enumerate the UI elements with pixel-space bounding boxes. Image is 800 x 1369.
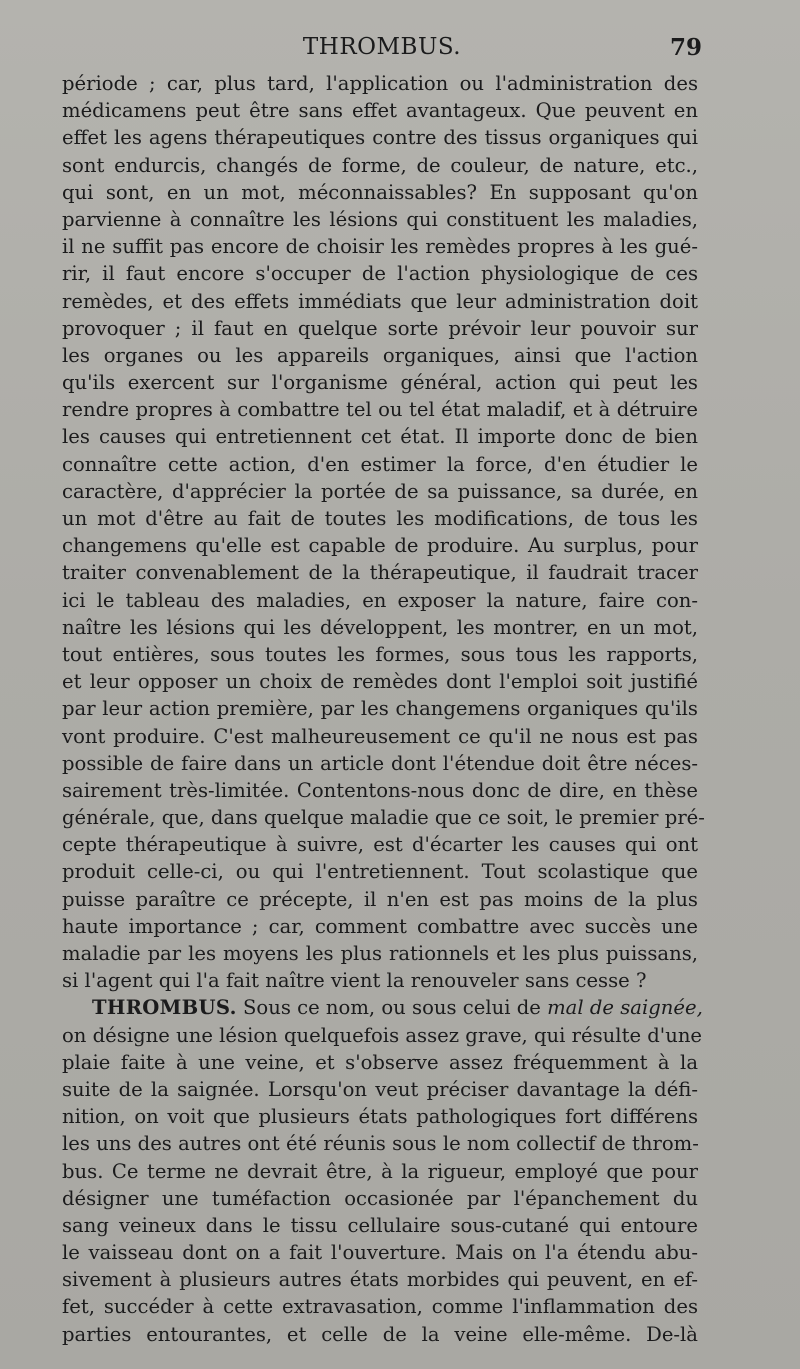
text-line: on désigne une lésion quelquefois assez grave, qui résulte d'une <box>62 1023 703 1047</box>
text-line: cepte thérapeutique à suivre, est d'écarter les causes qui ont <box>62 833 698 857</box>
text-line: bus. Ce terme ne devrait être, à la rigueur, employé que pour <box>62 1159 698 1183</box>
text-line: rendre propres à combattre tel ou tel état maladif, et à détruire <box>62 398 698 422</box>
text-line: suite de la saignée. Lorsqu'on veut préciser davantage la défi- <box>62 1077 698 1101</box>
text-line: caractère, d'apprécier la portée de sa puissance, sa durée, en <box>62 479 698 503</box>
text-line: par leur action première, par les changemens organiques qu'ils <box>62 697 698 721</box>
text-line: naître les lésions qui les développent, les montrer, en un mot, <box>62 615 698 639</box>
text-line: médicamens peut être sans effet avantageux. Que peuvent en <box>62 99 698 123</box>
text-line: parvienne à connaître les lésions qui constituent les maladies, <box>62 207 698 231</box>
text-line: les uns des autres ont été réunis sous le nom collectif de throm- <box>62 1132 699 1156</box>
text-line: nition, on voit que plusieurs états pathologiques fort différens <box>62 1105 698 1129</box>
text-line: ici le tableau des maladies, en exposer la nature, faire con- <box>62 588 698 612</box>
text-line: tout entières, sous toutes les formes, sous tous les rapports, <box>62 642 698 666</box>
text-line: haute importance ; car, comment combattre avec succès une <box>62 914 698 938</box>
entry-text-segment: Sous ce nom, ou sous celui de <box>236 996 548 1020</box>
body-text <box>62 70 705 1348</box>
text-line: qu'ils exercent sur l'organisme général, action qui peut les <box>62 371 698 395</box>
page-number: 79 <box>669 34 702 61</box>
text-line: et leur opposer un choix de remèdes dont l'emploi soit justifié <box>62 670 698 694</box>
text-line: produit celle-ci, ou qui l'entretiennent. Tout scolastique que <box>62 860 698 884</box>
entry-head-word: THROMBUS. <box>92 996 237 1020</box>
text-line: connaître cette action, d'en estimer la force, d'en étudier le <box>62 452 698 476</box>
running-title: THROMBUS. <box>302 34 462 60</box>
text-line: sont endurcis, changés de forme, de couleur, de nature, etc., <box>62 153 698 177</box>
entry-synonym: mal de saignée, <box>547 996 703 1020</box>
text-line: rir, il faut encore s'occuper de l'action physiologique de ces <box>62 262 698 286</box>
text-line: sang veineux dans le tissu cellulaire sous-cutané qui entoure <box>62 1213 698 1237</box>
text-line: sairement très-limitée. Contentons-nous donc de dire, en thèse <box>62 778 698 802</box>
text-line: parties entourantes, et celle de la veine elle-même. De-là <box>62 1322 698 1346</box>
text-line: traiter convenablement de la thérapeutique, il faudrait tracer <box>62 561 698 585</box>
text-line: possible de faire dans un article dont l'étendue doit être néces- <box>62 751 698 775</box>
text-line: fet, succéder à cette extravasation, comme l'inflammation des <box>62 1295 698 1319</box>
entry-thrombus <box>62 994 703 1347</box>
text-line: il ne suffit pas encore de choisir les remèdes propres à les gué- <box>62 235 698 259</box>
text-line: le vaisseau dont on a fait l'ouverture. Mais on l'a étendu abu- <box>62 1241 698 1265</box>
entry-body <box>62 1022 703 1348</box>
text-line: les organes ou les appareils organiques, ainsi que l'action <box>62 343 698 367</box>
text-line: vont produire. C'est malheureusement ce qu'il ne nous est pas <box>62 724 698 748</box>
running-head <box>62 34 702 70</box>
text-line: si l'agent qui l'a fait naître vient la renouveler sans cesse ? <box>62 969 647 993</box>
previous-paragraph <box>62 70 705 994</box>
text-line: désigner une tuméfaction occasionée par l'épanchement du <box>62 1186 698 1210</box>
text-line: sivement à plusieurs autres états morbides qui peuvent, en ef- <box>62 1268 698 1292</box>
text-line: changemens qu'elle est capable de produire. Au surplus, pour <box>62 534 698 558</box>
text-line: effet les agens thérapeutiques contre des tissus organiques qui <box>62 126 698 150</box>
text-line: générale, que, dans quelque maladie que ce soit, le premier pré- <box>62 806 705 830</box>
text-line: puisse paraître ce précepte, il n'en est pas moins de la plus <box>62 887 698 911</box>
text-line: plaie faite à une veine, et s'observe assez fréquemment à la <box>62 1050 698 1074</box>
text-line: maladie par les moyens les plus rationnels et les plus puissans, <box>62 942 698 965</box>
entry-first-line <box>62 994 703 1021</box>
text-line: les causes qui entretiennent cet état. Il importe donc de bien <box>62 425 698 449</box>
text-line: un mot d'être au fait de toutes les modifications, de tous les <box>62 507 698 530</box>
text-line: provoquer ; il faut en quelque sorte prévoir leur pouvoir sur <box>62 316 698 340</box>
text-line: remèdes, et des effets immédiats que leur administration doit <box>62 289 698 313</box>
text-line: qui sont, en un mot, méconnaissables? En supposant qu'on <box>62 180 698 204</box>
text-line: période ; car, plus tard, l'application ou l'administration des <box>62 72 698 95</box>
